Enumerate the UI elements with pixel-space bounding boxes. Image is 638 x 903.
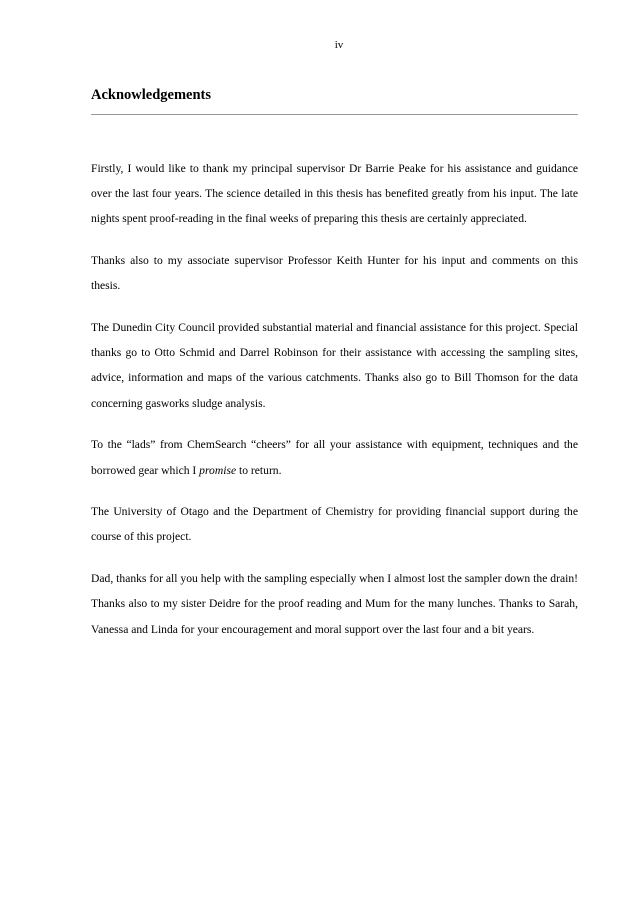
paragraph-university: The University of Otago and the Department of Chemistry for providing financial support during the course of this project. (91, 505, 578, 544)
page-title: Acknowledgements (91, 87, 212, 103)
acknowledgements-body (91, 156, 578, 642)
paragraph-chemsearch-text: To the “lads” from ChemSearch “cheers” for all your assistance with equipment, techniques and the borrowed gear which I (91, 438, 578, 477)
paragraph-family: Dad, thanks for all you help with the sampling especially when I almost lost the sampler down the drain! Thanks also to my sister Deidre for the proof reading and Mum for the many lunches. Thanks to Sarah, Vanessa and Linda for your encouragement and moral support over the last four and a bit years. (91, 572, 578, 636)
paragraph-supervisor: Firstly, I would like to thank my principal supervisor Dr Barrie Peake for his assistance and guidance over the last four years. The science detailed in this thesis has benefited greatly from his input. The late nights spent proof-reading in the final weeks of preparing this thesis are certainly appreciated. (91, 162, 578, 226)
paragraph-chemsearch-end: to return. (236, 463, 282, 477)
paragraph-chemsearch-emphasis: promise (199, 463, 237, 477)
paragraph-city-council: The Dunedin City Council provided substantial material and financial assistance for this project. Special thanks go to Otto Schmid and Darrel Robinson for their assistance with accessing the sampling sites, advice, information and maps of the various catchments. Thanks also go to Bill Thomson for the data concerning gasworks sludge analysis. (91, 321, 578, 410)
heading-divider (91, 114, 578, 115)
paragraph-associate-supervisor: Thanks also to my associate supervisor Professor Keith Hunter for his input and comments on this thesis. (91, 254, 578, 293)
page-number: iv (334, 39, 344, 51)
paragraph-chemsearch (91, 432, 578, 482)
